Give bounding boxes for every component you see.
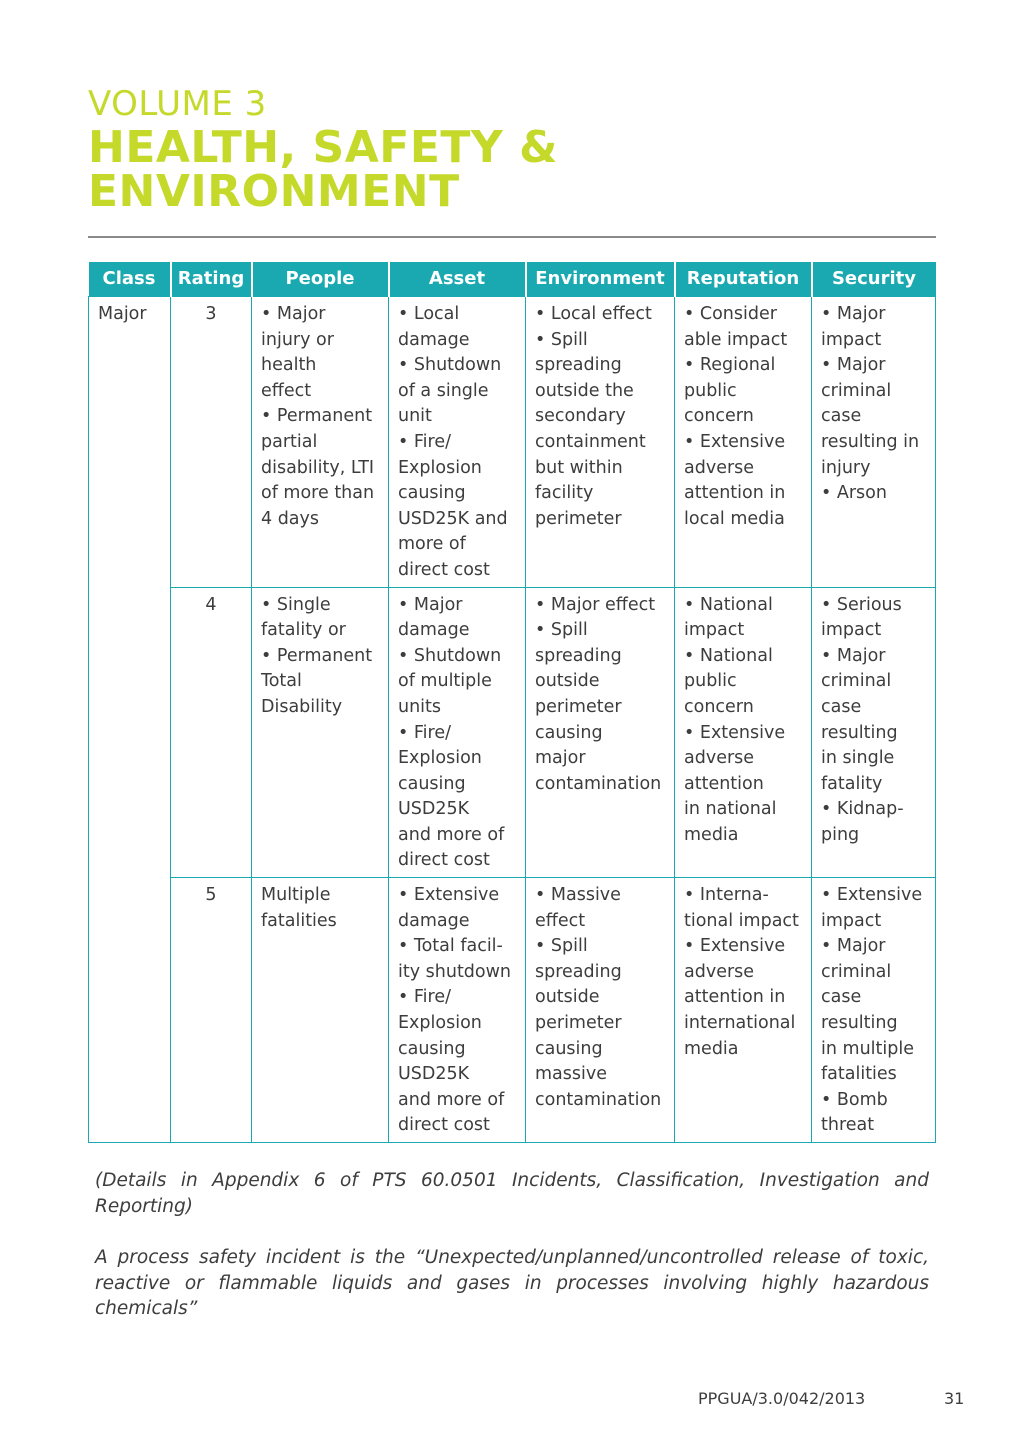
cell-line: • Fire/ [398,722,452,743]
cell-line: • Shutdown [398,645,502,666]
asset-cell [389,297,526,588]
cell-line: facility [535,483,594,504]
cell-line: adverse [684,457,755,478]
cell-line: • Kidnap- [821,799,904,820]
cell-line: spreading [535,355,622,376]
cell-line: international [684,1013,796,1034]
cell-line: • Major [821,645,886,666]
cell-line: local media [684,508,785,529]
cell-line: able impact [684,329,788,350]
header-asset: Asset [389,262,526,297]
cell-line: Explosion [398,748,482,769]
cell-line: of a single [398,380,489,401]
people-cell [252,587,389,878]
cell-line: Explosion [398,1013,482,1034]
cell-line: resulting [821,1013,898,1034]
asset-cell [389,878,526,1143]
cell-line: • Permanent [261,406,373,427]
reputation-cell [675,878,812,1143]
cell-line: direct cost [398,1115,490,1136]
document-code: PPGUA/3.0/042/2013 [698,1389,866,1408]
cell-line: • Fire/ [398,987,452,1008]
cell-line: impact [821,910,882,931]
cell-line: damage [398,910,470,931]
cell-line: • Extensive [398,885,500,906]
cell-line: • Bomb [821,1089,888,1110]
cell-line: contamination [535,1089,662,1110]
cell-line: adverse [684,748,755,769]
people-cell [252,878,389,1143]
cell-line: • Regional [684,355,776,376]
cell-line: causing [398,483,466,504]
asset-cell [389,587,526,878]
cell-line: public [684,671,737,692]
cell-line: • Fire/ [398,431,452,452]
volume-label: VOLUME 3 [88,84,267,124]
cell-line: • Arson [821,483,887,504]
cell-line: impact [684,620,745,641]
cell-line: • Major [398,594,463,615]
cell-line: attention in [684,483,786,504]
cell-line: units [398,696,442,717]
cell-line: • Extensive [684,722,786,743]
cell-line: massive [535,1064,607,1085]
header-environment: Environment [526,262,675,297]
cell-line: 4 days [261,508,320,529]
cell-line: Disability [261,696,343,717]
cell-line: concern [684,696,754,717]
header-divider [88,236,936,238]
cell-line: • Interna- [684,885,769,906]
cell-line: media [684,824,739,845]
cell-line: fatality [821,773,883,794]
environment-cell [526,587,675,878]
cell-line: fatalities [821,1064,897,1085]
cell-line: in multiple [821,1038,914,1059]
cell-line: • Single [261,594,331,615]
cell-line: • Major [821,355,886,376]
table-row [89,587,936,878]
cell-line: outside [535,987,600,1008]
reputation-cell [675,297,812,588]
cell-line: concern [684,406,754,427]
cell-line: health [261,355,317,376]
cell-line: effect [535,910,586,931]
cell-line: • Serious [821,594,902,615]
cell-line: attention in [684,987,786,1008]
cell-line: • National [684,594,773,615]
table-row [89,297,936,588]
cell-line: • Extensive [684,431,786,452]
page-title [88,122,558,217]
cell-line: • Spill [535,329,588,350]
cell-line: ping [821,824,860,845]
cell-line: Explosion [398,457,482,478]
cell-line: threat [821,1115,875,1136]
cell-line: outside [535,671,600,692]
cell-line: fatality or [261,620,346,641]
cell-line: causing [398,773,466,794]
cell-line: but within [535,457,623,478]
cell-line: • Major effect [535,594,656,615]
cell-line: causing [398,1038,466,1059]
header-security: Security [812,262,936,297]
cell-line: direct cost [398,559,490,580]
cell-line: of multiple [398,671,492,692]
page-number: 31 [944,1389,965,1408]
cell-line: • Major [261,304,326,324]
cell-line: case [821,987,862,1008]
cell-line: • Major [821,304,886,324]
cell-line: containment [535,431,646,452]
cell-line: perimeter [535,508,622,529]
cell-line: contamination [535,773,662,794]
environment-cell [526,297,675,588]
cell-line: • Extensive [684,936,786,957]
cell-line: adverse [684,961,755,982]
cell-line: partial [261,431,318,452]
cell-line: outside the [535,380,634,401]
header-reputation: Reputation [675,262,812,297]
cell-line: causing [535,1038,603,1059]
cell-line: resulting in [821,431,920,452]
cell-line: impact [821,329,882,350]
cell-line: fatalities [261,910,337,931]
cell-line: impact [821,620,882,641]
header-people: People [252,262,389,297]
header-class: Class [89,262,171,297]
table-row [89,878,936,1143]
rating-cell: 3 [171,297,252,588]
cell-line: spreading [535,645,622,666]
appendix-note: (Details in Appendix 6 of PTS 60.0501 Incidents, Classification, Investigation and Reporting) [95,1170,929,1217]
reputation-cell [675,587,812,878]
cell-line: major [535,748,586,769]
cell-line: • Permanent [261,645,373,666]
cell-line: ity shutdown [398,961,512,982]
cell-line: damage [398,329,470,350]
title-line-2: ENVIRONMENT [88,166,460,217]
cell-line: case [821,696,862,717]
cell-line: • Local [398,304,460,324]
header-rating: Rating [171,262,252,297]
cell-line: and more of [398,1089,505,1110]
cell-line: injury or [261,329,334,350]
security-cell [812,878,936,1143]
cell-line: • Spill [535,936,588,957]
cell-line: perimeter [535,1013,622,1034]
cell-line: • Extensive [821,885,923,906]
risk-classification-table [88,262,936,1143]
cell-line: • Consider [684,304,777,324]
cell-line: USD25K and [398,508,508,529]
cell-line: media [684,1038,739,1059]
cell-line: USD25K [398,1064,470,1085]
title-line-1: HEALTH, SAFETY & [88,122,558,173]
cell-line: USD25K [398,799,470,820]
cell-line: disability, LTI [261,457,375,478]
cell-line: Total [261,671,302,692]
cell-line: effect [261,380,312,401]
rating-cell: 4 [171,587,252,878]
cell-line: • Major [821,936,886,957]
cell-line: attention [684,773,764,794]
cell-line: criminal [821,380,892,401]
security-cell [812,587,936,878]
cell-line: damage [398,620,470,641]
cell-line: public [684,380,737,401]
cell-line: spreading [535,961,622,982]
people-cell [252,297,389,588]
table-header-row [89,262,936,297]
cell-line: case [821,406,862,427]
cell-line: • Total facil- [398,936,503,957]
definition-note: A process safety incident is the “Unexpected/unplanned/uncontrolled release of toxic, reactive or flammable liquids and gases in processes involving highly hazardous chemicals” [95,1247,929,1319]
cell-line: in single [821,748,895,769]
cell-line: criminal [821,671,892,692]
class-cell: Major [89,297,171,1143]
cell-line: • Spill [535,620,588,641]
cell-line: • Shutdown [398,355,502,376]
cell-line: tional impact [684,910,799,931]
cell-line: criminal [821,961,892,982]
cell-line: unit [398,406,432,427]
cell-line: • National [684,645,773,666]
cell-line: direct cost [398,850,490,871]
security-cell [812,297,936,588]
cell-line: injury [821,457,871,478]
cell-line: more of [398,534,466,555]
cell-line: of more than [261,483,375,504]
cell-line: causing [535,722,603,743]
cell-line: resulting [821,722,898,743]
cell-line: perimeter [535,696,622,717]
cell-line: and more of [398,824,505,845]
cell-line: Multiple [261,885,331,906]
rating-cell: 5 [171,878,252,1143]
cell-line: secondary [535,406,626,427]
environment-cell [526,878,675,1143]
cell-line: • Massive [535,885,621,906]
cell-line: in national [684,799,777,820]
cell-line: • Local effect [535,304,652,324]
